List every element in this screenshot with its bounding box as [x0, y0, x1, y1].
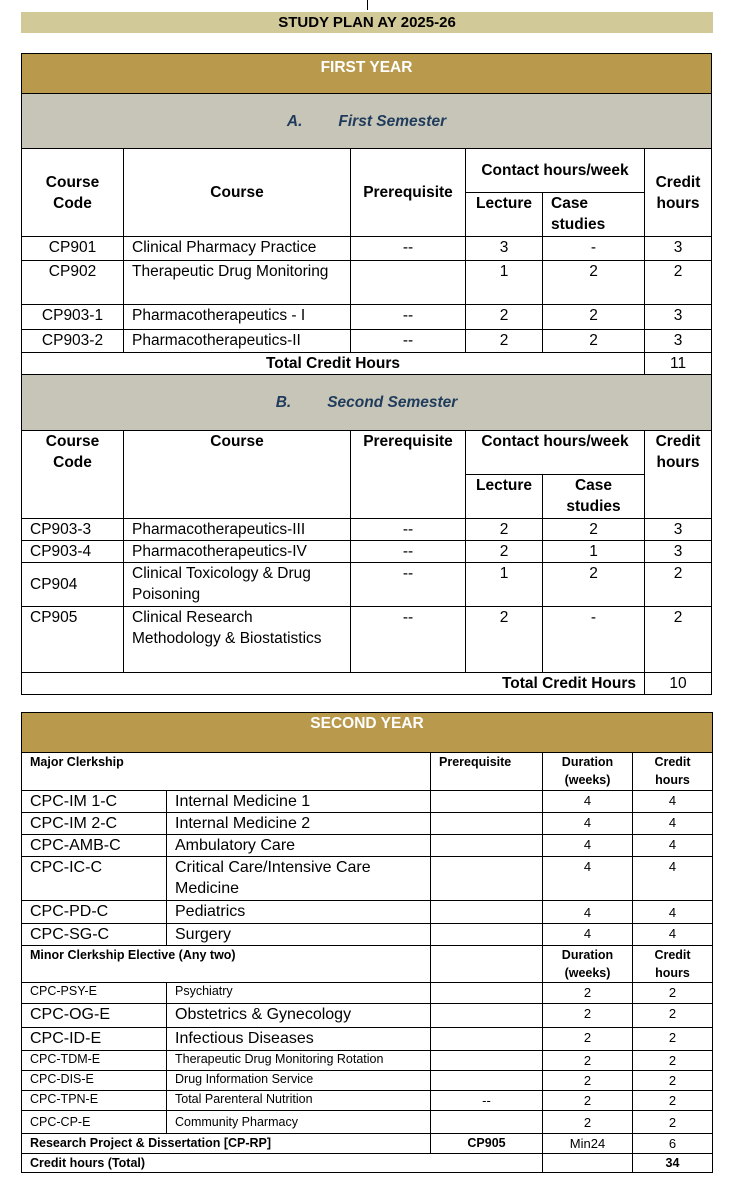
course-code: CP903-1	[22, 305, 124, 330]
elective-prereq	[431, 983, 543, 1004]
col-header-prerequisite: Prerequisite	[351, 149, 466, 237]
course-code: CP903-2	[22, 330, 124, 353]
credit-hours: 3	[645, 330, 712, 353]
table-row	[22, 791, 713, 813]
col-header-course-code: Course Code	[22, 149, 124, 237]
elective-prereq	[431, 1028, 543, 1051]
table-row	[22, 1111, 713, 1134]
credit: 4	[633, 901, 713, 924]
table-row	[22, 541, 712, 563]
course-name: Clinical Research Methodology & Biostatistics	[124, 607, 351, 673]
elective-code: CPC-TDM-E	[22, 1051, 167, 1071]
col-header-contact: Contact hours/week	[466, 431, 645, 475]
duration: 2	[543, 1071, 633, 1091]
table-row	[22, 1091, 713, 1111]
clerkship-code: CPC-IM 2-C	[22, 813, 167, 835]
top-rule	[367, 0, 368, 10]
col-header-prerequisite: Prerequisite	[351, 431, 466, 519]
research-prereq: CP905	[431, 1134, 543, 1154]
col-header-credit: Credit hours	[645, 149, 712, 237]
table-row	[22, 330, 712, 353]
clerkship-code: CPC-SG-C	[22, 924, 167, 946]
prerequisite	[351, 261, 466, 305]
table-row	[22, 261, 712, 305]
sem2-total-value: 10	[645, 673, 712, 695]
clerkship-code: CPC-AMB-C	[22, 835, 167, 857]
elective-prereq	[431, 1051, 543, 1071]
major-clerkship-label: Major Clerkship	[22, 753, 431, 791]
case-hours: 2	[543, 563, 645, 607]
table-row	[22, 1004, 713, 1028]
elective-name: Community Pharmacy	[167, 1111, 431, 1134]
elective-name: Drug Information Service	[167, 1071, 431, 1091]
elective-prereq: --	[431, 1091, 543, 1111]
study-plan-banner: STUDY PLAN AY 2025-26	[21, 12, 713, 33]
course-code: CP905	[22, 607, 124, 673]
research-duration: Min24	[543, 1134, 633, 1154]
elective-prereq	[431, 1111, 543, 1134]
minor-clerkship-label: Minor Clerkship Elective (Any two)	[22, 946, 431, 983]
lecture-hours: 2	[466, 330, 543, 353]
lecture-hours: 2	[466, 607, 543, 673]
credit: 4	[633, 813, 713, 835]
lecture-hours: 3	[466, 237, 543, 261]
clerkship-prereq	[431, 901, 543, 924]
elective-code: CPC-OG-E	[22, 1004, 167, 1028]
clerkship-code: CPC-PD-C	[22, 901, 167, 924]
table-row	[22, 563, 712, 607]
duration: 4	[543, 835, 633, 857]
credit: 2	[633, 983, 713, 1004]
sem2-total-label: Total Credit Hours	[22, 673, 645, 695]
clerkship-prereq	[431, 924, 543, 946]
duration: 4	[543, 924, 633, 946]
duration: 2	[543, 1004, 633, 1028]
first-year-table	[21, 53, 712, 695]
second-year-heading: SECOND YEAR	[22, 713, 713, 753]
clerkship-name: Internal Medicine 1	[167, 791, 431, 813]
clerkship-name: Internal Medicine 2	[167, 813, 431, 835]
credit-hours: 3	[645, 519, 712, 541]
credit: 2	[633, 1071, 713, 1091]
prerequisite: --	[351, 237, 466, 261]
credit-hours: 3	[645, 541, 712, 563]
lecture-hours: 1	[466, 261, 543, 305]
course-code: CP903-3	[22, 519, 124, 541]
clerkship-prereq	[431, 791, 543, 813]
credit: 2	[633, 1051, 713, 1071]
duration: 2	[543, 983, 633, 1004]
duration-header: Duration (weeks)	[543, 753, 633, 791]
duration: 2	[543, 1028, 633, 1051]
course-name: Pharmacotherapeutics-II	[124, 330, 351, 353]
duration: 4	[543, 813, 633, 835]
case-hours: -	[543, 607, 645, 673]
prerequisite: --	[351, 330, 466, 353]
credit: 2	[633, 1028, 713, 1051]
lecture-hours: 2	[466, 305, 543, 330]
total-label: Credit hours (Total)	[22, 1154, 543, 1173]
course-name: Pharmacotherapeutics-IV	[124, 541, 351, 563]
duration: 2	[543, 1051, 633, 1071]
elective-name: Total Parenteral Nutrition	[167, 1091, 431, 1111]
course-name: Pharmacotherapeutics - I	[124, 305, 351, 330]
elective-prereq	[431, 1071, 543, 1091]
duration: 4	[543, 791, 633, 813]
duration-header: Duration (weeks)	[543, 946, 633, 983]
prerequisite: --	[351, 519, 466, 541]
elective-code: CPC-CP-E	[22, 1111, 167, 1134]
credit-header: Credit hours	[633, 753, 713, 791]
clerkship-prereq	[431, 835, 543, 857]
clerkship-code: CPC-IM 1-C	[22, 791, 167, 813]
case-hours: 2	[543, 330, 645, 353]
credit-hours: 2	[645, 607, 712, 673]
table-row	[22, 924, 713, 946]
research-credit: 6	[633, 1134, 713, 1154]
case-hours: 2	[543, 261, 645, 305]
col-header-contact: Contact hours/week	[466, 149, 645, 193]
lecture-hours: 2	[466, 519, 543, 541]
duration: 4	[543, 857, 633, 901]
table-row	[22, 1028, 713, 1051]
case-hours: -	[543, 237, 645, 261]
course-code: CP902	[22, 261, 124, 305]
lecture-hours: 2	[466, 541, 543, 563]
prereq-header: Prerequisite	[431, 753, 543, 791]
col-header-course: Course	[124, 149, 351, 237]
prerequisite: --	[351, 607, 466, 673]
elective-code: CPC-DIS-E	[22, 1071, 167, 1091]
elective-name: Therapeutic Drug Monitoring Rotation	[167, 1051, 431, 1071]
elective-name: Psychiatry	[167, 983, 431, 1004]
course-code: CP903-4	[22, 541, 124, 563]
course-name: Clinical Toxicology & Drug Poisoning	[124, 563, 351, 607]
table-row	[22, 519, 712, 541]
table-row	[22, 835, 713, 857]
course-code: CP904	[22, 563, 124, 607]
table-row	[22, 1051, 713, 1071]
clerkship-name: Ambulatory Care	[167, 835, 431, 857]
case-hours: 2	[543, 519, 645, 541]
elective-name: Obstetrics & Gynecology	[167, 1004, 431, 1028]
credit-hours: 2	[645, 563, 712, 607]
credit: 4	[633, 924, 713, 946]
sem1-total-value: 11	[645, 353, 712, 375]
col-header-case-studies: Case studies	[543, 193, 645, 237]
credit: 4	[633, 857, 713, 901]
prerequisite: --	[351, 563, 466, 607]
col-header-case-studies: Case studies	[543, 475, 645, 519]
table-row	[22, 813, 713, 835]
table-row	[22, 305, 712, 330]
table-row	[22, 857, 713, 901]
total-duration	[543, 1154, 633, 1173]
clerkship-name: Pediatrics	[167, 901, 431, 924]
first-semester-heading	[22, 94, 712, 149]
duration: 4	[543, 901, 633, 924]
credit: 4	[633, 791, 713, 813]
sem1-total-label: Total Credit Hours	[22, 353, 645, 375]
table-row	[22, 237, 712, 261]
minor-prereq-header	[431, 946, 543, 983]
credit-hours: 3	[645, 237, 712, 261]
credit-hours: 3	[645, 305, 712, 330]
first-semester-letter: A.	[286, 112, 303, 130]
table-row	[22, 901, 713, 924]
prerequisite: --	[351, 305, 466, 330]
elective-prereq	[431, 1004, 543, 1028]
clerkship-code: CPC-IC-C	[22, 857, 167, 901]
research-label: Research Project & Dissertation [CP-RP]	[22, 1134, 431, 1154]
credit: 2	[633, 1091, 713, 1111]
credit: 4	[633, 835, 713, 857]
clerkship-name: Surgery	[167, 924, 431, 946]
table-row	[22, 983, 713, 1004]
credit: 2	[633, 1004, 713, 1028]
prerequisite: --	[351, 541, 466, 563]
col-header-credit: Credit hours	[645, 431, 712, 519]
duration: 2	[543, 1091, 633, 1111]
second-semester-name: Second Semester	[327, 394, 458, 411]
course-name: Clinical Pharmacy Practice	[124, 237, 351, 261]
clerkship-name: Critical Care/Intensive Care Medicine	[167, 857, 431, 901]
credit: 2	[633, 1111, 713, 1134]
course-name: Therapeutic Drug Monitoring	[124, 261, 351, 305]
case-hours: 2	[543, 305, 645, 330]
clerkship-prereq	[431, 813, 543, 835]
table-row	[22, 1071, 713, 1091]
first-year-heading: FIRST YEAR	[22, 54, 712, 94]
col-header-lecture: Lecture	[466, 193, 543, 237]
lecture-hours: 1	[466, 563, 543, 607]
total-credit: 34	[633, 1154, 713, 1173]
second-semester-heading	[22, 375, 712, 431]
col-header-course-code: Course Code	[22, 431, 124, 519]
col-header-course: Course	[124, 431, 351, 519]
elective-name: Infectious Diseases	[167, 1028, 431, 1051]
credit-hours: 2	[645, 261, 712, 305]
course-code: CP901	[22, 237, 124, 261]
table-row	[22, 607, 712, 673]
first-semester-name: First Semester	[338, 112, 447, 130]
clerkship-prereq	[431, 857, 543, 901]
elective-code: CPC-PSY-E	[22, 983, 167, 1004]
credit-header: Credit hours	[633, 946, 713, 983]
course-name: Pharmacotherapeutics-III	[124, 519, 351, 541]
second-year-table	[21, 712, 713, 1173]
elective-code: CPC-TPN-E	[22, 1091, 167, 1111]
second-semester-letter: B.	[275, 394, 292, 411]
elective-code: CPC-ID-E	[22, 1028, 167, 1051]
col-header-lecture: Lecture	[466, 475, 543, 519]
duration: 2	[543, 1111, 633, 1134]
case-hours: 1	[543, 541, 645, 563]
